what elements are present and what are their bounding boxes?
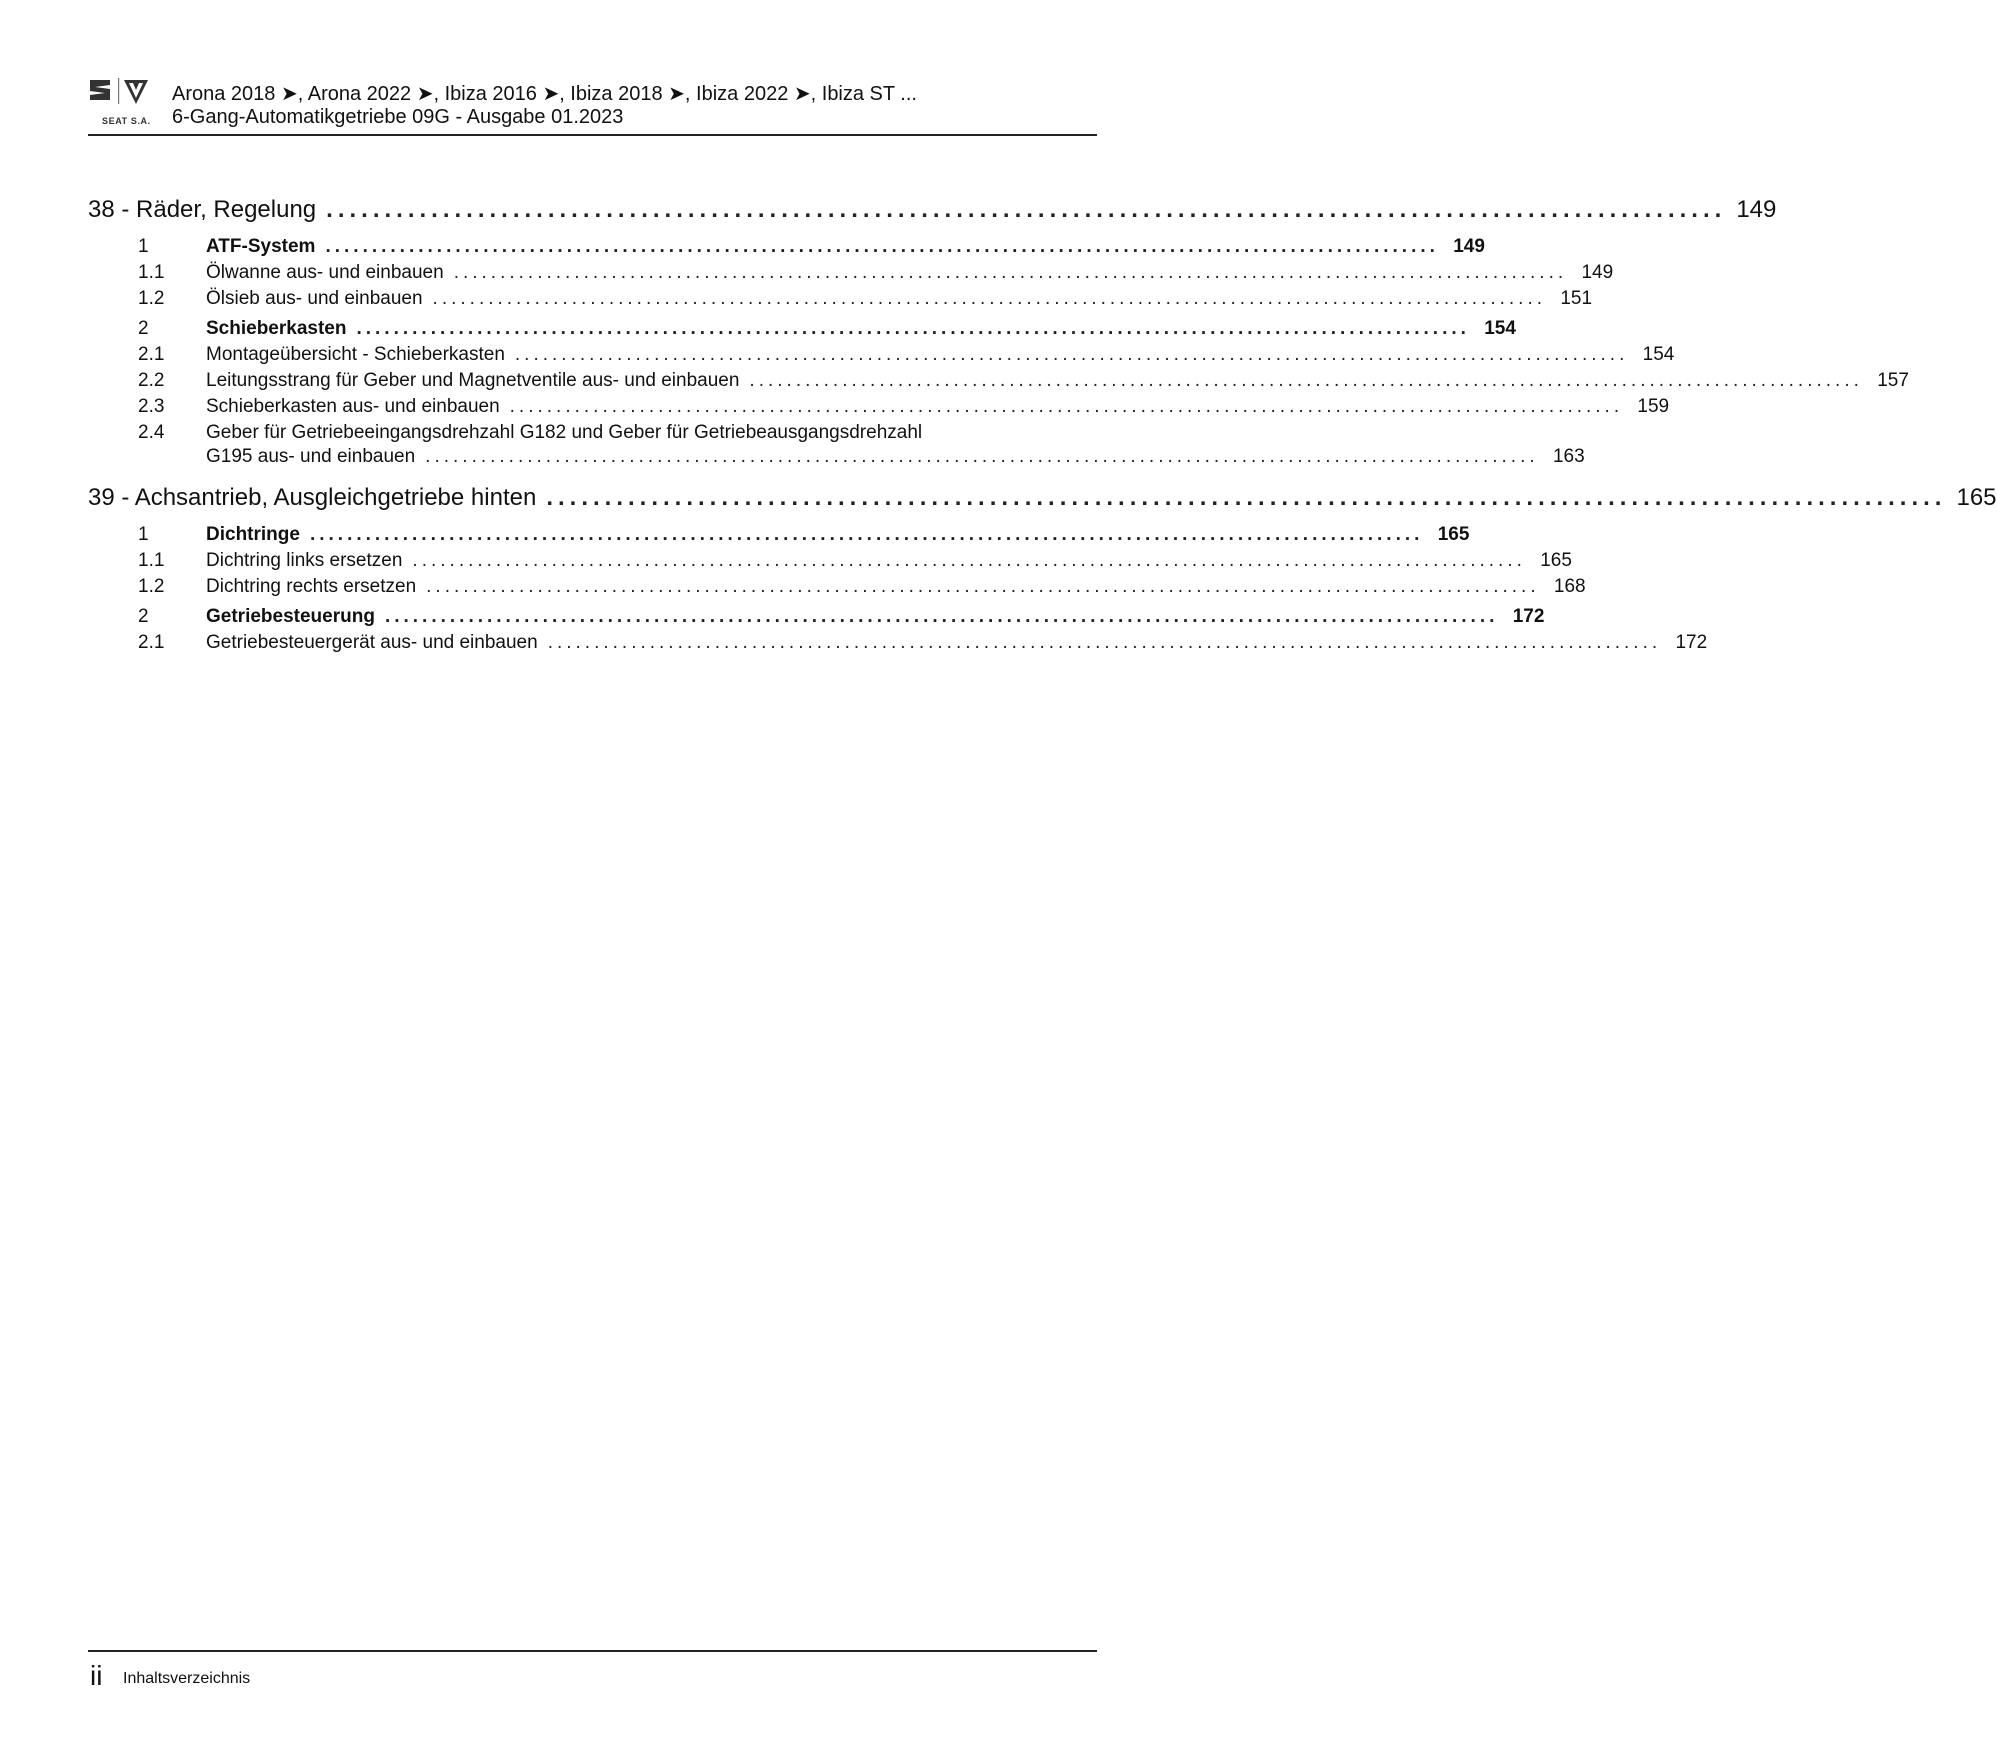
toc-page: 165 (1437, 524, 1470, 545)
toc-subsection[interactable] (88, 262, 1614, 288)
toc-title-line2: G195 aus- und einbauen (206, 446, 416, 467)
toc-leader-dots: ........................................................................................................................ (432, 288, 1547, 309)
toc-page: 172 (1512, 606, 1545, 627)
toc-number: 1.2 (138, 576, 165, 597)
toc-page: 151 (1560, 288, 1593, 309)
toc-leader-dots: ........................................................................................................................ (356, 318, 1470, 339)
toc-title-line1: Geber für Getriebeeingangsdrehzahl G182 und Geber für Getriebeausgangsdrehzahl (206, 422, 923, 443)
toc-title: Dichtringe (206, 524, 300, 545)
toc-number: 1.1 (138, 550, 165, 571)
toc-subsection[interactable] (88, 422, 1585, 470)
logo-text: SEAT S.A. (102, 116, 151, 126)
toc-leader-dots: ........................................................................................................................ (453, 262, 1568, 283)
toc-page: 149 (1453, 236, 1485, 257)
footer-label: Inhaltsverzeichnis (123, 1670, 251, 1687)
toc-title-line2-row (206, 446, 1585, 468)
toc-page: 159 (1637, 396, 1670, 417)
toc-subsection[interactable] (88, 550, 1572, 576)
seat-logo (88, 76, 156, 126)
toc-number: 2.4 (138, 422, 165, 443)
toc-number: 1.2 (138, 288, 165, 309)
toc-page: 149 (1736, 196, 1777, 223)
toc-subsection[interactable] (88, 288, 1593, 314)
toc-leader-dots: ........................................................................................................................ (309, 524, 1424, 545)
toc-number: 2 (138, 606, 149, 627)
page-header (88, 70, 1097, 136)
toc-subsection[interactable] (88, 344, 1675, 370)
toc-page: 165 (1956, 484, 1997, 511)
toc-leader-dots: ........................................................................................................................ (514, 344, 1629, 365)
toc-subsection[interactable] (88, 632, 1708, 658)
toc-number: 2.2 (138, 370, 165, 391)
toc-number: 1 (138, 236, 149, 257)
toc-page: 154 (1484, 318, 1516, 339)
toc-title: Schieberkasten (206, 318, 347, 339)
toc-section[interactable] (88, 524, 1470, 550)
toc-number: 1.1 (138, 262, 165, 283)
toc-leader-dots: ........................................................................................................................ (412, 550, 1526, 571)
toc-chapter-39[interactable] (88, 484, 1997, 516)
header-divider (88, 134, 1097, 136)
toc-number: 2.1 (138, 344, 165, 365)
toc-title: Getriebesteuergerät aus- und einbauen (206, 632, 538, 653)
toc-title: Dichtring rechts ersetzen (206, 576, 417, 597)
toc-title: Leitungsstrang für Geber und Magnetventile aus- und einbauen (206, 370, 740, 391)
toc-subsection[interactable] (88, 370, 1909, 396)
toc-number: 2 (138, 318, 149, 339)
toc-page: 157 (1877, 370, 1909, 391)
toc-page: 165 (1540, 550, 1572, 571)
toc-leader-dots: ........................................................................................................................ (546, 484, 1947, 511)
toc-number: 2.1 (138, 632, 165, 653)
toc-title: ATF-System (206, 236, 316, 257)
table-of-contents (88, 186, 1997, 658)
footer-page-number: ii (90, 1660, 103, 1691)
toc-title: 38 - Räder, Regelung (88, 196, 317, 223)
header-models: Arona 2018 ➤, Arona 2022 ➤, Ibiza 2016 ➤, Ibiza 2018 ➤, Ibiza 2022 ➤, Ibiza ST ... (172, 83, 917, 105)
toc-section[interactable] (88, 606, 1545, 632)
toc-title: Getriebesteuerung (206, 606, 375, 627)
toc-page: 149 (1581, 262, 1614, 283)
header-title: 6-Gang-Automatikgetriebe 09G - Ausgabe 01.2023 (172, 106, 624, 128)
toc-leader-dots: ........................................................................................................................ (426, 576, 1540, 597)
toc-leader-dots: ........................................................................................................................ (325, 236, 1439, 257)
toc-title: 39 - Achsantrieb, Ausgleichgetriebe hinten (88, 484, 537, 511)
toc-leader-dots: ........................................................................................................................ (547, 632, 1662, 653)
toc-section[interactable] (88, 236, 1485, 262)
seat-cupra-logo-icon (88, 76, 156, 114)
toc-page: 168 (1553, 576, 1586, 597)
toc-leader-dots: ........................................................................................................................ (509, 396, 1624, 417)
footer-divider (88, 1650, 1097, 1652)
toc-leader-dots: ........................................................................................................................ (749, 370, 1863, 391)
toc-page: 172 (1675, 632, 1708, 653)
toc-chapter-38[interactable] (88, 196, 1777, 228)
toc-page: 154 (1642, 344, 1675, 365)
toc-leader-dots: ........................................................................................................................ (326, 196, 1727, 223)
toc-subsection[interactable] (88, 576, 1586, 602)
toc-subsection[interactable] (88, 396, 1670, 422)
toc-number: 2.3 (138, 396, 165, 417)
toc-title: Dichtring links ersetzen (206, 550, 403, 571)
toc-leader-dots: ........................................................................................................................ (384, 606, 1499, 627)
toc-section[interactable] (88, 318, 1516, 344)
toc-leader-dots: ........................................................................................................................ (425, 446, 1539, 467)
toc-title: Schieberkasten aus- und einbauen (206, 396, 500, 417)
toc-number: 1 (138, 524, 149, 545)
toc-page: 163 (1552, 446, 1585, 467)
toc-title: Ölsieb aus- und einbauen (206, 288, 423, 309)
toc-title: Ölwanne aus- und einbauen (206, 262, 444, 283)
toc-title: Montageübersicht - Schieberkasten (206, 344, 505, 365)
